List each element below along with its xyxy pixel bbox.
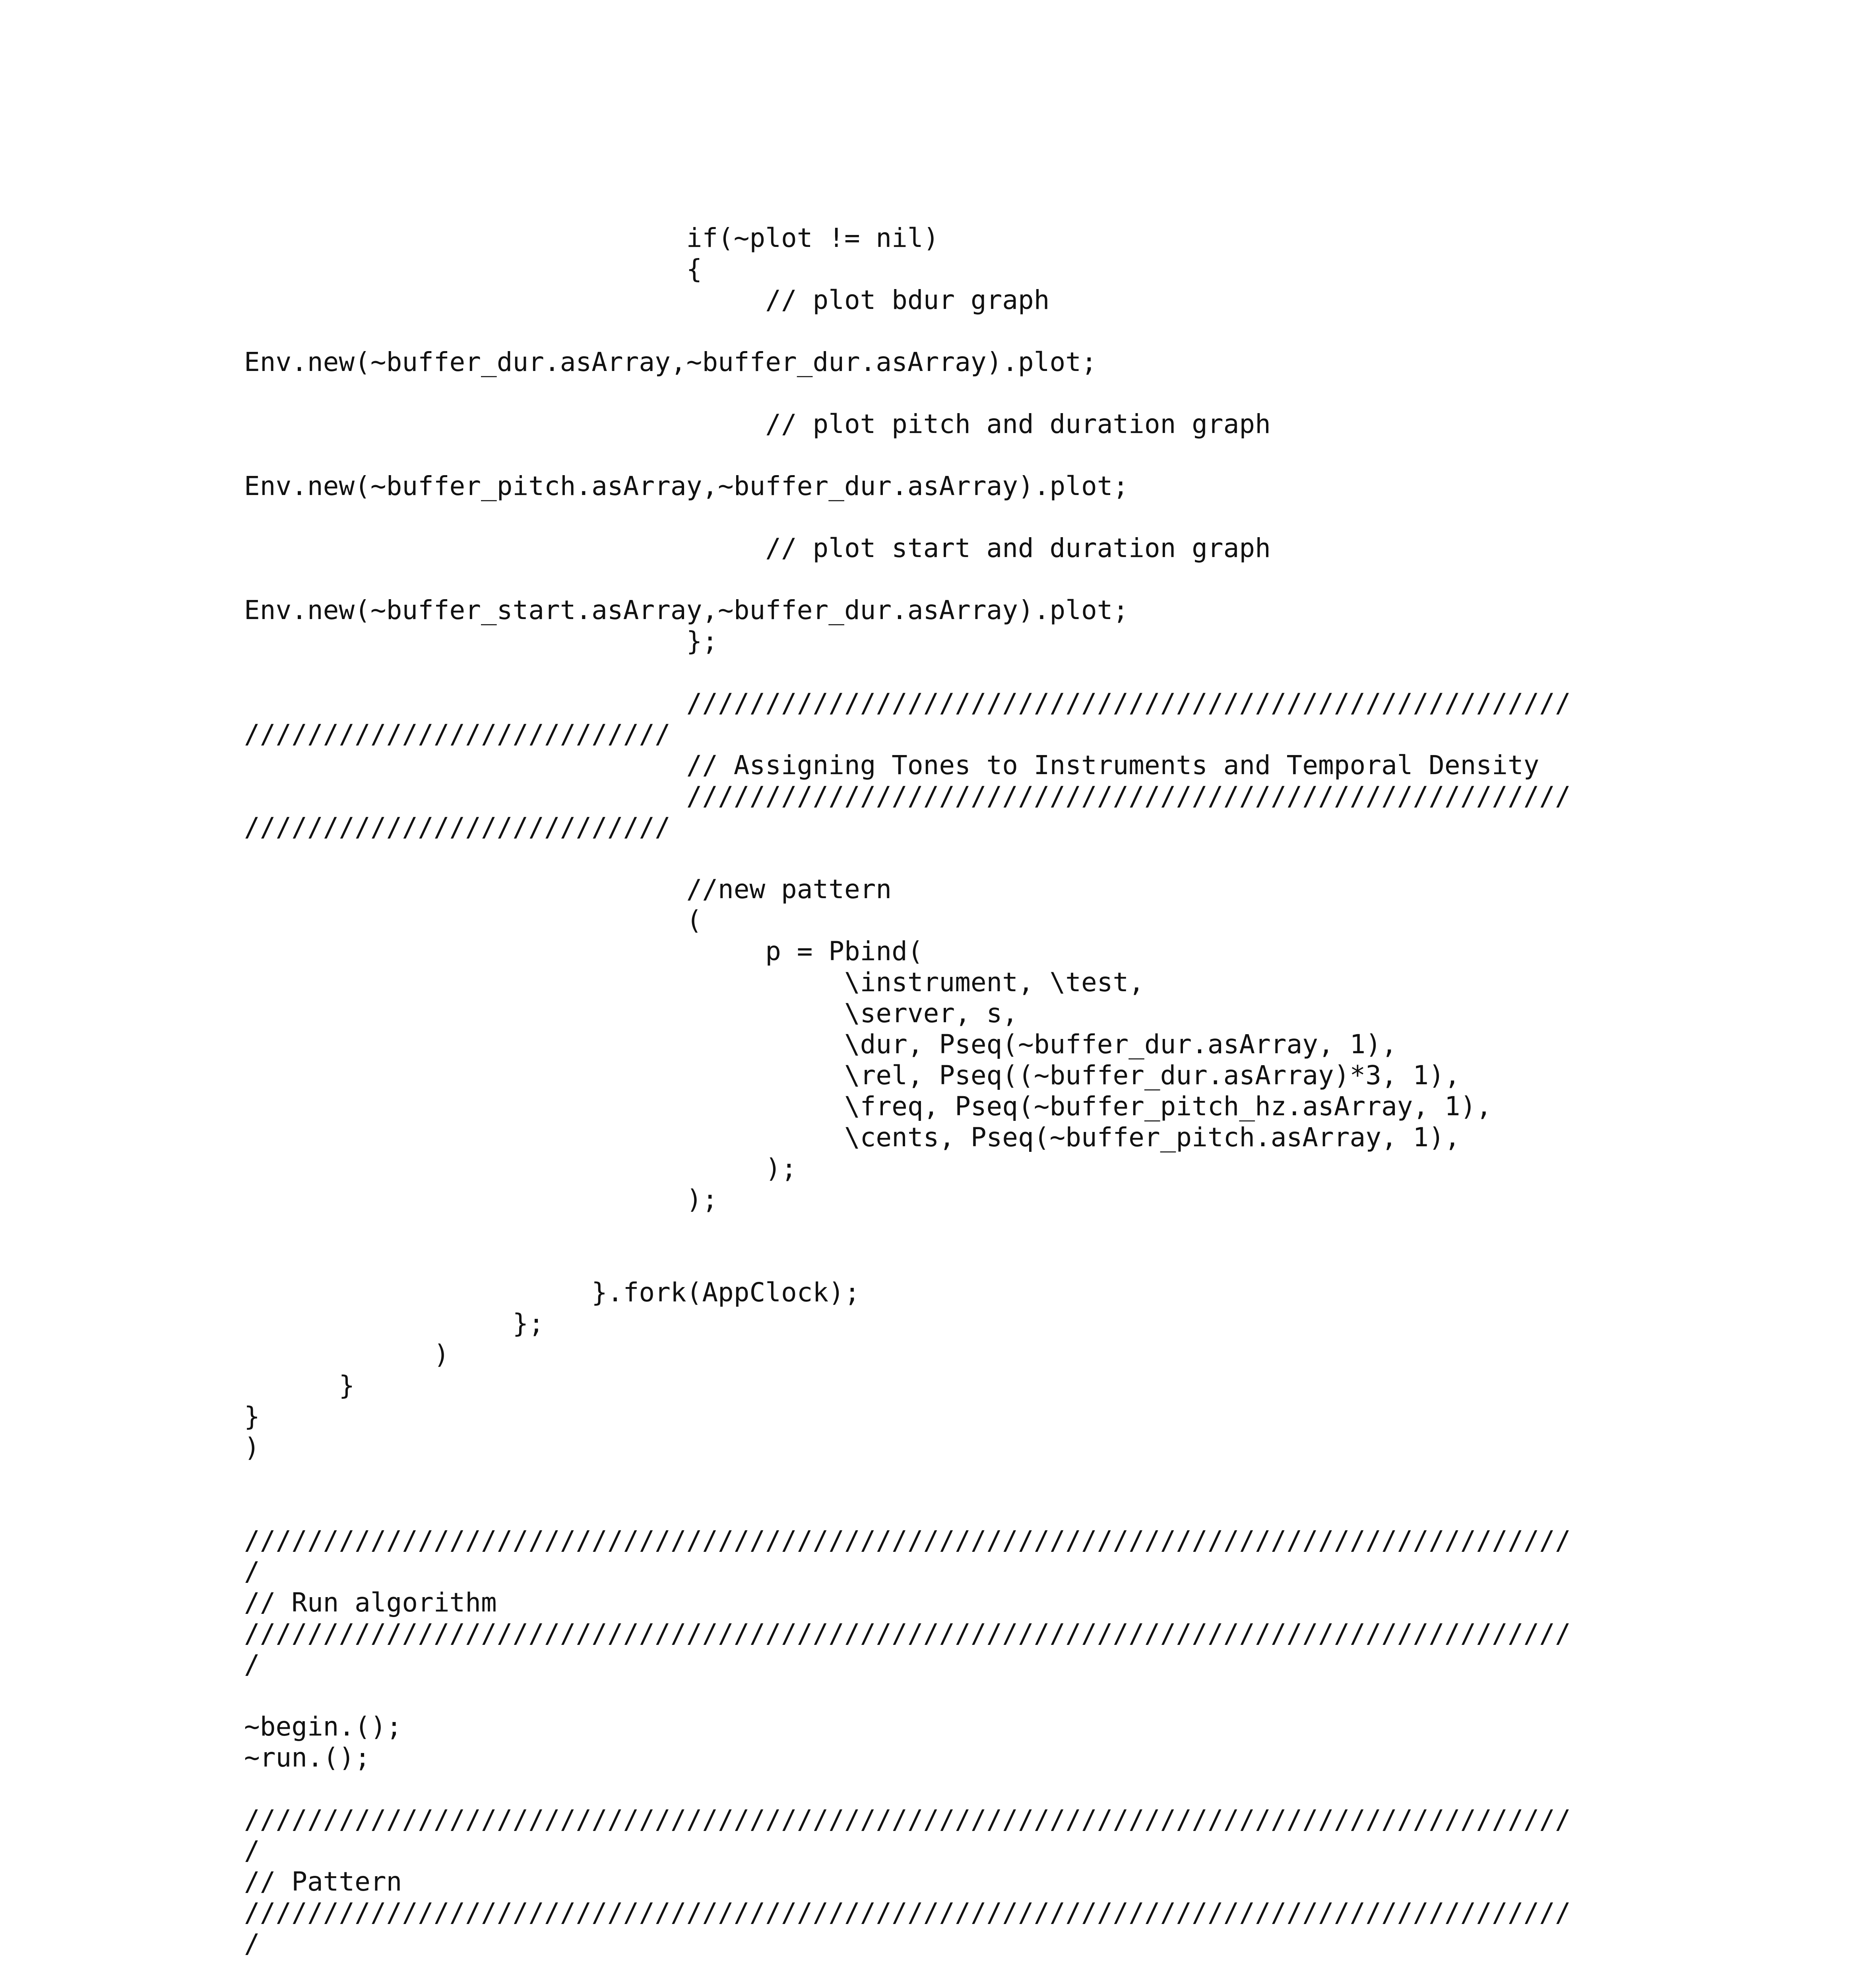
code-line: ~run.(); [244,1742,370,1773]
code-line: \instrument, \test, [244,967,1144,998]
code-line: \rel, Pseq((~buffer_dur.asArray)*3, 1), [244,1060,1460,1091]
code-line: { [244,254,702,284]
code-line [244,1773,1571,1804]
code-line: Env.new(~buffer_dur.asArray,~buffer_dur.asArray).plot; [244,347,1097,377]
code-line [244,657,1571,688]
code-line: //////////////////////////////////////////////////////////////////////////////////// [244,1618,1571,1649]
code-line: / [244,1928,260,1959]
code-line: \cents, Pseq(~buffer_pitch.asArray, 1), [244,1122,1460,1153]
code-line [244,1463,1571,1494]
code-line: //////////////////////////////////////////////////////////////////////////////////// [244,1804,1571,1835]
code-line: \freq, Pseq(~buffer_pitch_hz.asArray, 1), [244,1091,1492,1122]
code-line: ) [244,1339,450,1370]
code-line: // plot start and duration graph [244,533,1271,563]
code-line: ); [244,1184,718,1215]
code-line: // Run algorithm [244,1587,497,1618]
code-line: //////////////////////////////////////////////////////// [244,781,1571,812]
code-line: \server, s, [244,998,1018,1029]
code-line [244,440,1571,471]
code-line: / [244,1649,260,1680]
code-line [244,1246,1571,1277]
code-line: // Assigning Tones to Instruments and Temporal Density [244,750,1540,780]
code-line: //////////////////////////////////////////////////////////////////////////////////// [244,1525,1571,1556]
code-line: }; [244,626,718,656]
code-line [244,1494,1571,1525]
code-line: /////////////////////////// [244,719,671,749]
code-line: // Pattern [244,1866,402,1897]
code-line: ); [244,1153,797,1184]
code-line: / [244,1835,260,1866]
code-line: ~begin.(); [244,1711,402,1742]
code-line [244,1680,1571,1711]
code-line: if(~plot != nil) [244,223,939,253]
code-line: ) [244,1432,260,1463]
code-line [244,564,1571,595]
code-line [244,378,1571,409]
code-line [244,1215,1571,1246]
code-line [244,1959,1571,1988]
code-line [244,316,1571,347]
code-line: }.fork(AppClock); [244,1277,860,1308]
code-listing [244,223,1571,1988]
code-line: \dur, Pseq(~buffer_dur.asArray, 1), [244,1029,1397,1060]
code-line: } [244,1370,355,1401]
code-line: }; [244,1308,544,1339]
code-line: / [244,1556,260,1587]
code-line: } [244,1401,260,1432]
code-line: //new pattern [244,874,892,905]
code-line: // plot pitch and duration graph [244,409,1271,439]
code-line: Env.new(~buffer_pitch.asArray,~buffer_dur.asArray).plot; [244,471,1129,501]
code-line [244,843,1571,874]
code-line: //////////////////////////////////////////////////////// [244,688,1571,718]
code-line: /////////////////////////// [244,812,671,843]
code-line: Env.new(~buffer_start.asArray,~buffer_dur.asArray).plot; [244,595,1129,625]
code-line: // plot bdur graph [244,285,1050,315]
code-line [244,502,1571,533]
code-line: p = Pbind( [244,936,923,967]
code-line: //////////////////////////////////////////////////////////////////////////////////// [244,1897,1571,1928]
code-line: ( [244,905,702,936]
